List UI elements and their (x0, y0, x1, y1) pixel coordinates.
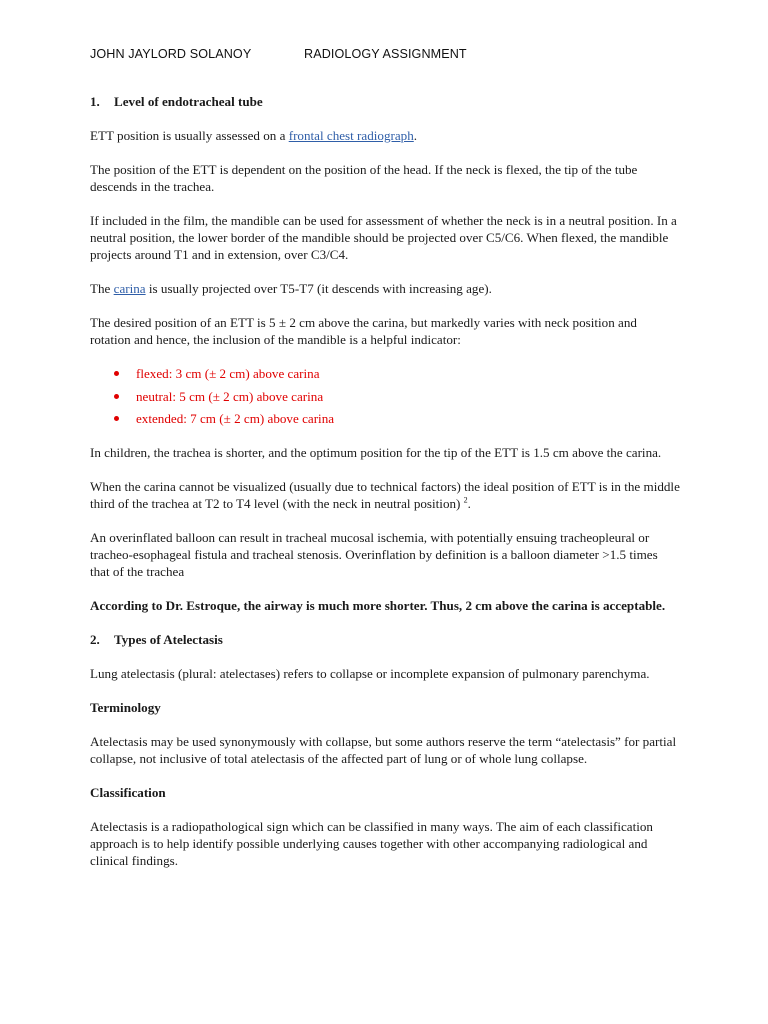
paragraph (90, 478, 680, 512)
paragraph: If included in the film, the mandible can be used for assessment of whether the neck is in a neutral position. In a neutral position, the lower border of the mandible should be projected over C5/C6. When flexed, the mandible projects around T1 and in extension, over C3/C4. (90, 213, 677, 262)
section-number: 2. (90, 632, 100, 647)
paragraph: Atelectasis may be used synonymously with collapse, but some authors reserve the term “atelectasis” for partial collapse, not inclusive of total atelectasis of the affected part of lung or of whole lung collapse. (90, 734, 677, 766)
bullet-list (90, 365, 680, 427)
text: When the carina cannot be visualized (usually due to technical factors) the ideal position of ETT is in the middle third of the trachea at T2 to T4 level (with the neck in neutral position) (90, 479, 680, 511)
classification-heading: Classification (90, 785, 166, 800)
bullet-icon (114, 416, 119, 421)
section-number: 1. (90, 94, 100, 109)
list-item (90, 410, 680, 427)
list-item-text: extended: 7 cm (± 2 cm) above carina (136, 411, 335, 426)
paragraph: Lung atelectasis (plural: atelectases) refers to collapse or incomplete expansion of pulmonary parenchyma. (90, 666, 650, 681)
author-name: JOHN JAYLORD SOLANOY (90, 47, 252, 61)
bold-paragraph: According to Dr. Estroque, the airway is much more shorter. Thus, 2 cm above the carina is acceptable. (90, 598, 666, 613)
paragraph (90, 127, 680, 144)
paragraph: The desired position of an ETT is 5 ± 2 cm above the carina, but markedly varies with neck position and rotation and hence, the inclusion of the mandible is a helpful indicator: (90, 315, 637, 347)
bullet-icon (114, 371, 119, 376)
section-title: Level of endotracheal tube (114, 94, 263, 109)
paragraph: An overinflated balloon can result in tracheal mucosal ischemia, with potentially ensuing tracheopleural or tracheo-esophageal fistula and tracheal stenosis. Overinflation by definition is a balloon diameter >1.5 times that of the trachea (90, 530, 658, 579)
section-2-heading (90, 631, 680, 648)
text: The (90, 281, 114, 296)
list-item-text: neutral: 5 cm (± 2 cm) above carina (136, 388, 324, 404)
section-1-heading (90, 93, 680, 110)
carina-link[interactable]: carina (113, 281, 146, 296)
list-item (90, 388, 680, 405)
frontal-chest-radiograph-link[interactable]: frontal chest radiograph (288, 128, 414, 143)
reference-superscript: 2 (463, 495, 468, 505)
bullet-icon (114, 394, 119, 399)
text: is usually projected over T5-T7 (it descends with increasing age). (145, 281, 492, 296)
terminology-heading: Terminology (90, 700, 161, 715)
list-item-text: flexed: 3 cm (± 2 cm) above carina (136, 366, 320, 381)
section-title: Types of Atelectasis (114, 632, 223, 647)
paragraph: The position of the ETT is dependent on the position of the head. If the neck is flexed, the tip of the tube descends in the trachea. (90, 162, 638, 194)
document-body (90, 93, 680, 886)
assignment-title: RADIOLOGY ASSIGNMENT (304, 47, 467, 61)
paragraph: In children, the trachea is shorter, and the optimum position for the tip of the ETT is 1.5 cm above the carina. (90, 445, 662, 460)
list-item (90, 365, 680, 382)
paragraph: Atelectasis is a radiopathological sign which can be classified in many ways. The aim of each classification approach is to help identify possible underlying causes together with other accompanying radiological and clinical findings. (90, 819, 653, 868)
text: . (413, 128, 418, 143)
paragraph (90, 280, 680, 297)
text: ETT position is usually assessed on a (90, 128, 289, 143)
text: . (467, 496, 471, 511)
